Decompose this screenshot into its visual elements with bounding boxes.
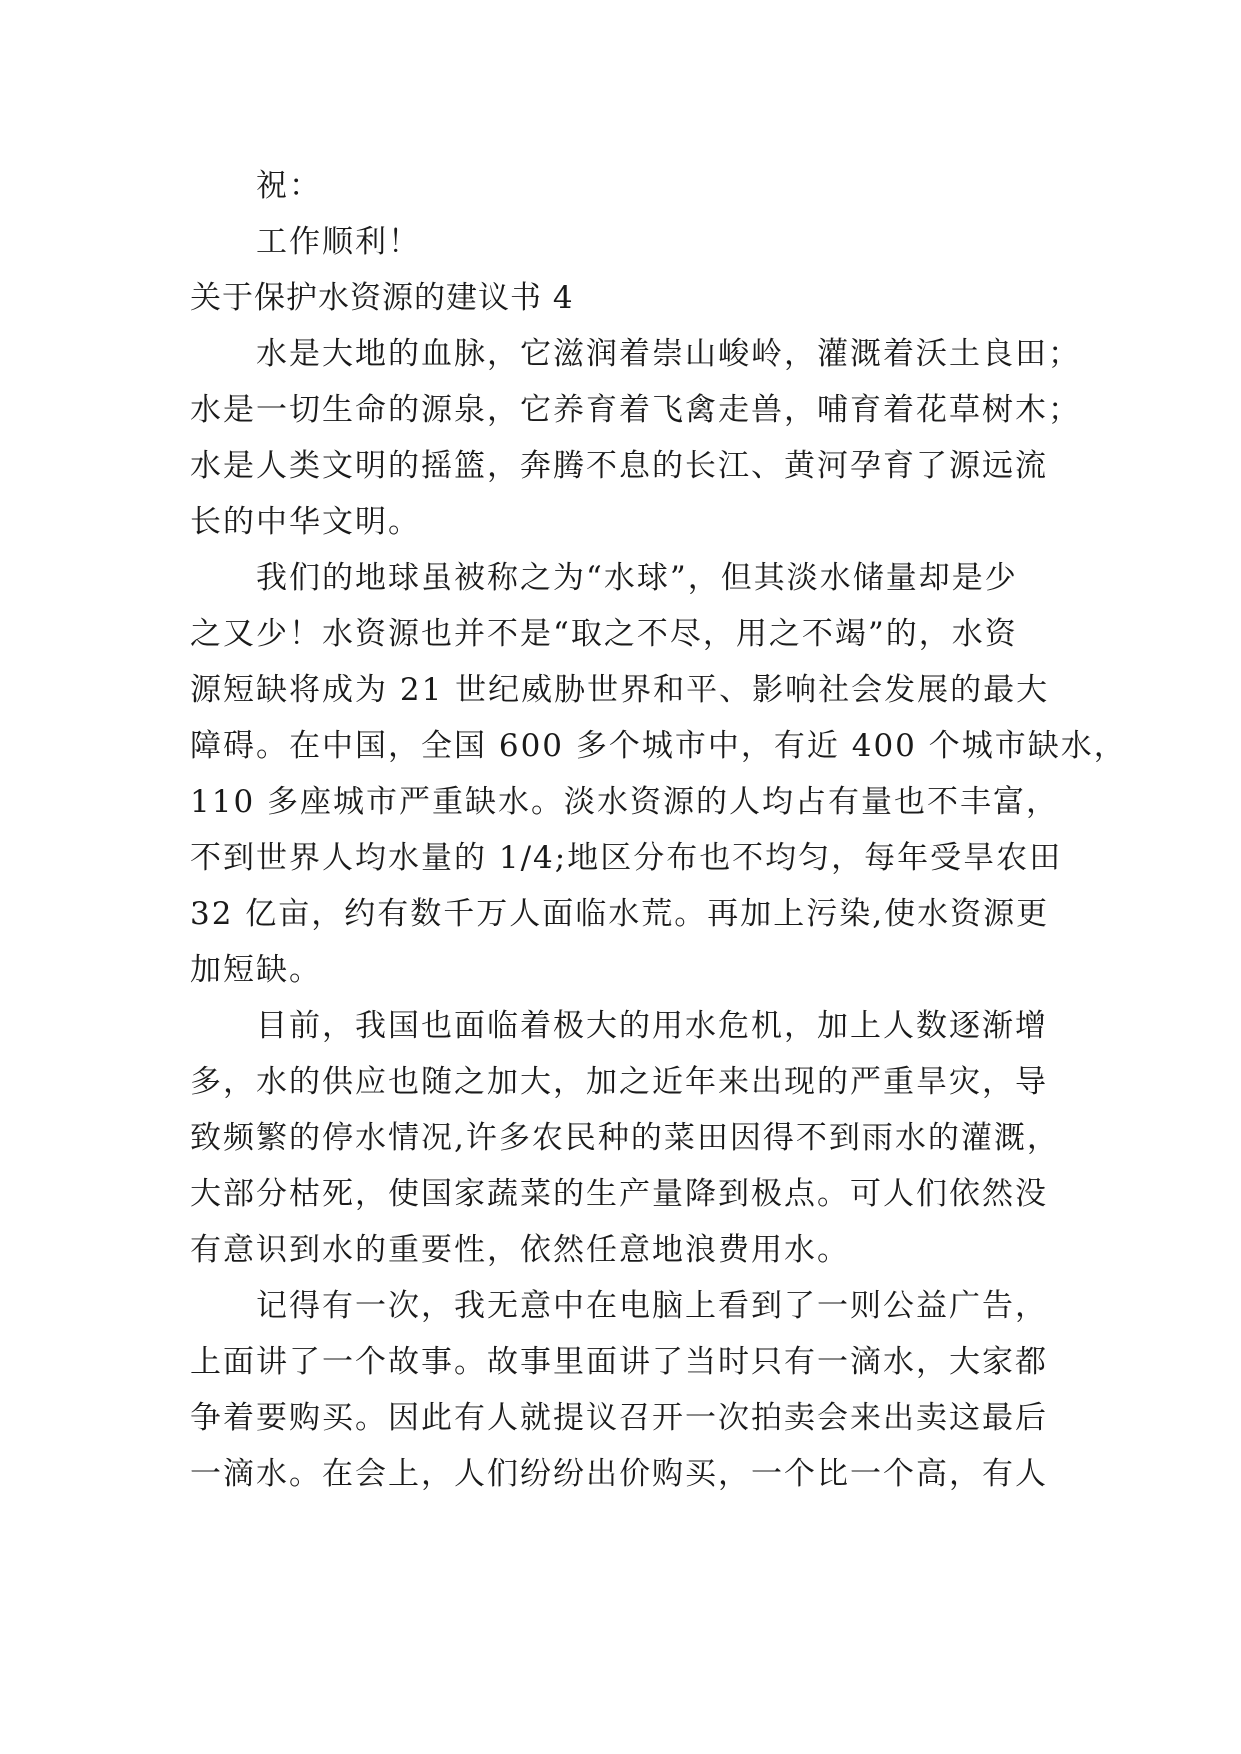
paragraph-3 [190,998,1060,1278]
paragraph-line: 之又少！水资源也并不是“取之不尽，用之不竭”的，水资 [190,616,1018,652]
paragraph-line: 水是大地的血脉，它滋润着崇山峻岭，灌溉着沃土良田； [256,336,1081,372]
paragraph-line: 障碍。在中国，全国 600 多个城市中，有近 400 个城市缺水， [190,728,1127,764]
paragraph-line: 水是一切生命的源泉，它养育着飞禽走兽，哺育着花草树木； [190,392,1081,428]
paragraph-line: 不到世界人均水量的 1/4;地区分布也不均匀，每年受旱农田 [190,840,1063,876]
paragraph-line: 记得有一次，我无意中在电脑上看到了一则公益广告， [256,1288,1048,1324]
paragraph-line: 110 多座城市严重缺水。淡水资源的人均占有量也不丰富， [190,784,1060,820]
closing-wish: 工作顺利！ [256,224,421,260]
paragraph-2 [190,550,1127,998]
paragraph-line: 目前，我国也面临着极大的用水危机，加上人数逐渐增 [256,1008,1048,1044]
paragraph-line: 多，水的供应也随之加大，加之近年来出现的严重旱灾，导 [190,1064,1048,1100]
paragraph-line: 一滴水。在会上，人们纷纷出价购买，一个比一个高，有人 [190,1456,1048,1492]
paragraph-4 [190,1278,1050,1502]
paragraph-line: 32 亿亩，约有数千万人面临水荒。再加上污染,使水资源更 [190,896,1050,932]
document-body [190,158,1127,1502]
paragraph-line: 有意识到水的重要性，依然任意地浪费用水。 [190,1232,850,1268]
paragraph-line: 源短缺将成为 21 世纪威胁世界和平、影响社会发展的最大 [190,672,1050,708]
paragraph-line: 大部分枯死，使国家蔬菜的生产量降到极点。可人们依然没 [190,1176,1048,1212]
paragraph-line: 争着要购买。因此有人就提议召开一次拍卖会来出卖这最后 [190,1400,1048,1436]
paragraph-line: 加短缺。 [190,952,322,988]
closing-salutation: 祝： [256,168,322,204]
paragraph-line: 致频繁的停水情况,许多农民种的菜田因得不到雨水的灌溉， [190,1120,1060,1156]
paragraph-line: 我们的地球虽被称之为“水球”，但其淡水储量却是少 [256,560,1018,596]
paragraph-line: 上面讲了一个故事。故事里面讲了当时只有一滴水，大家都 [190,1344,1048,1380]
section-title: 关于保护水资源的建议书 4 [190,280,574,316]
paragraph-1 [190,326,1081,550]
paragraph-line: 长的中华文明。 [190,504,421,540]
paragraph-line: 水是人类文明的摇篮，奔腾不息的长江、黄河孕育了源远流 [190,448,1048,484]
